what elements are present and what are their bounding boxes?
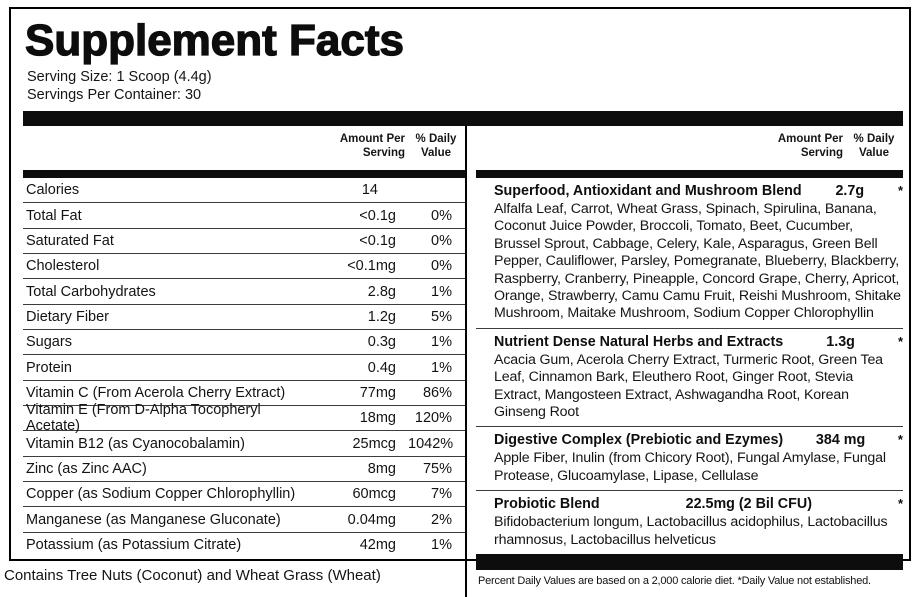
blend-amount: 384 mg bbox=[815, 432, 866, 449]
nutrient-row bbox=[23, 402, 465, 435]
nutrient-rows bbox=[23, 178, 465, 597]
blend-daily-value-asterisk: * bbox=[897, 333, 903, 349]
blend-daily-value-asterisk: * bbox=[897, 496, 903, 512]
blend-header bbox=[476, 430, 903, 450]
nutrient-amount: 0.4g bbox=[367, 359, 396, 376]
left-header-bar bbox=[23, 170, 465, 178]
blend-section bbox=[476, 329, 903, 428]
nutrient-daily-value: 1% bbox=[431, 537, 452, 554]
nutrients-column bbox=[23, 126, 465, 597]
nutrient-amount: 60mcg bbox=[352, 486, 396, 503]
blend-section bbox=[476, 427, 903, 491]
nutrient-name: Vitamin C (From Acerola Cherry Extract) bbox=[26, 384, 286, 401]
footnote-bar bbox=[476, 554, 903, 570]
nutrient-row bbox=[23, 431, 465, 456]
label-title: Supplement Facts bbox=[25, 16, 404, 65]
blend-header bbox=[476, 332, 903, 352]
left-column-header bbox=[23, 126, 465, 170]
nutrient-amount: 14 bbox=[361, 182, 378, 199]
nutrient-row bbox=[23, 482, 465, 507]
blend-ingredients: Alfalfa Leaf, Carrot, Wheat Grass, Spinach, Spirulina, Banana, Coconut Juice Powder, Broccoli, Tomato, Beet, Cucumber, Brussel Sprout, Cabbage, Celery, Kale, Asparagus, Green Bell Pepper, Cauliflower, Parsley, Pomegranate, Blueberry, Blackberry, Raspberry, Cranberry, Pineapple, Concord Grape, Cherry, Apricot, Orange, Strawberry, Camu Camu Fruit, Reishi Mushroom, Shitake Mushroom, Maitake Mushroom, Sodium Copper Chlorophyllin bbox=[494, 201, 901, 322]
nutrient-amount: 1.2g bbox=[367, 308, 396, 325]
blend-name: Superfood, Antioxidant and Mushroom Blend bbox=[494, 183, 802, 199]
right-header-bar bbox=[476, 170, 903, 178]
nutrient-amount: <0.1g bbox=[359, 232, 396, 249]
blend-ingredients: Acacia Gum, Acerola Cherry Extract, Turmeric Root, Green Tea Leaf, Cinnamon Bark, Eleuthero Root, Ginger Root, Stevia Extract, Mangosteen Extract, Ashwagandha Root, Korean Ginseng Root bbox=[494, 351, 883, 421]
blend-sections bbox=[476, 178, 903, 554]
nutrient-daily-value: 7% bbox=[431, 486, 452, 503]
nutrient-daily-value: 1% bbox=[431, 334, 452, 351]
blend-daily-value-asterisk: * bbox=[897, 183, 903, 198]
nutrient-name: Zinc (as Zinc AAC) bbox=[26, 460, 147, 477]
blends-column bbox=[465, 126, 903, 597]
header-spacer bbox=[476, 132, 757, 170]
nutrient-row bbox=[23, 330, 465, 355]
nutrient-amount: 25mcg bbox=[352, 435, 396, 452]
blend-daily-value-asterisk: * bbox=[897, 432, 903, 448]
blend-amount: 2.7g bbox=[835, 183, 865, 199]
allergen-statement: Contains Tree Nuts (Coconut) and Wheat Grass (Wheat) bbox=[4, 567, 381, 584]
nutrient-daily-value: 0% bbox=[431, 207, 452, 224]
two-column-area bbox=[23, 126, 903, 597]
nutrient-amount: <0.1g bbox=[359, 207, 396, 224]
nutrient-row bbox=[23, 355, 465, 380]
nutrient-name: Manganese (as Manganese Gluconate) bbox=[26, 511, 281, 528]
blend-name: Nutrient Dense Natural Herbs and Extracts bbox=[494, 333, 784, 350]
blend-ingredients: Apple Fiber, Inulin (from Chicory Root), Fungal Amylase, Fungal Protease, Glucoamylase, Lipase, Cellulase bbox=[494, 450, 886, 484]
blend-header bbox=[476, 494, 903, 514]
label-content bbox=[23, 111, 903, 597]
nutrient-daily-value: 1042% bbox=[408, 435, 454, 452]
amount-per-serving-header: Amount Per Serving bbox=[777, 133, 843, 159]
nutrient-daily-value: 1% bbox=[431, 359, 452, 376]
nutrient-name: Vitamin E (From D-Alpha Tocopheryl Acetate) bbox=[26, 402, 261, 435]
nutrient-daily-value: 75% bbox=[422, 460, 452, 477]
nutrient-name: Total Carbohydrates bbox=[26, 283, 156, 300]
nutrient-daily-value: 5% bbox=[431, 308, 452, 325]
nutrient-amount: <0.1mg bbox=[347, 258, 396, 275]
blend-name: Digestive Complex (Prebiotic and Ezymes) bbox=[494, 432, 784, 449]
nutrient-amount: 0.3g bbox=[367, 334, 396, 351]
blend-ingredients: Bifidobacterium longum, Lactobacillus acidophilus, Lactobacillus rhamnosus, Lactobacillus helveticus bbox=[494, 514, 888, 548]
nutrient-row bbox=[23, 254, 465, 279]
daily-value-header: % Daily Value bbox=[853, 133, 895, 159]
nutrient-name: Sugars bbox=[26, 334, 72, 351]
nutrient-row bbox=[23, 507, 465, 532]
nutrient-amount: 2.8g bbox=[367, 283, 396, 300]
blend-amount: 1.3g bbox=[826, 333, 855, 350]
nutrient-daily-value: 1% bbox=[431, 283, 452, 300]
top-divider-bar bbox=[23, 111, 903, 126]
nutrient-name: Saturated Fat bbox=[26, 232, 114, 249]
nutrient-name: Calories bbox=[26, 182, 80, 199]
nutrient-amount: 8mg bbox=[367, 460, 396, 477]
serving-info bbox=[27, 69, 909, 104]
nutrient-daily-value: 0% bbox=[431, 258, 452, 275]
nutrient-name: Cholesterol bbox=[26, 258, 100, 275]
nutrient-name: Protein bbox=[26, 359, 72, 376]
serving-size: Serving Size: 1 Scoop (4.4g) bbox=[27, 69, 212, 85]
nutrient-row bbox=[23, 533, 465, 558]
blend-section bbox=[476, 178, 903, 329]
blend-amount: 22.5mg (2 Bil CFU) bbox=[685, 496, 812, 513]
nutrient-name: Copper (as Sodium Copper Chlorophyllin) bbox=[26, 486, 296, 503]
blend-section bbox=[476, 491, 903, 554]
nutrient-name: Total Fat bbox=[26, 207, 82, 224]
nutrient-daily-value: 86% bbox=[422, 384, 452, 401]
nutrient-row bbox=[23, 229, 465, 254]
nutrient-name: Dietary Fiber bbox=[26, 308, 109, 325]
nutrient-row bbox=[23, 457, 465, 482]
nutrient-amount: 42mg bbox=[359, 537, 396, 554]
nutrient-row bbox=[23, 279, 465, 304]
header-spacer bbox=[23, 132, 319, 170]
blend-header bbox=[476, 181, 903, 201]
nutrient-amount: 18mg bbox=[359, 410, 396, 427]
nutrient-daily-value: 2% bbox=[431, 511, 452, 528]
nutrient-name: Vitamin B12 (as Cyanocobalamin) bbox=[26, 435, 245, 452]
nutrient-row bbox=[23, 203, 465, 228]
servings-per-container: Servings Per Container: 30 bbox=[27, 86, 202, 103]
right-column-header bbox=[476, 126, 903, 170]
nutrient-daily-value: 0% bbox=[431, 232, 452, 249]
daily-value-header: % Daily Value bbox=[415, 133, 457, 159]
footnote: Percent Daily Values are based on a 2,000 calorie diet. *Daily Value not established. bbox=[478, 575, 871, 588]
nutrient-row bbox=[23, 178, 465, 203]
nutrient-amount: 77mg bbox=[359, 384, 396, 401]
nutrient-amount: 0.04mg bbox=[347, 511, 396, 528]
nutrient-row bbox=[23, 305, 465, 330]
blend-name: Probiotic Blend bbox=[494, 496, 600, 513]
nutrient-name: Potassium (as Potassium Citrate) bbox=[26, 537, 242, 554]
nutrient-daily-value: 120% bbox=[414, 410, 452, 427]
amount-per-serving-header: Amount Per Serving bbox=[339, 133, 405, 159]
